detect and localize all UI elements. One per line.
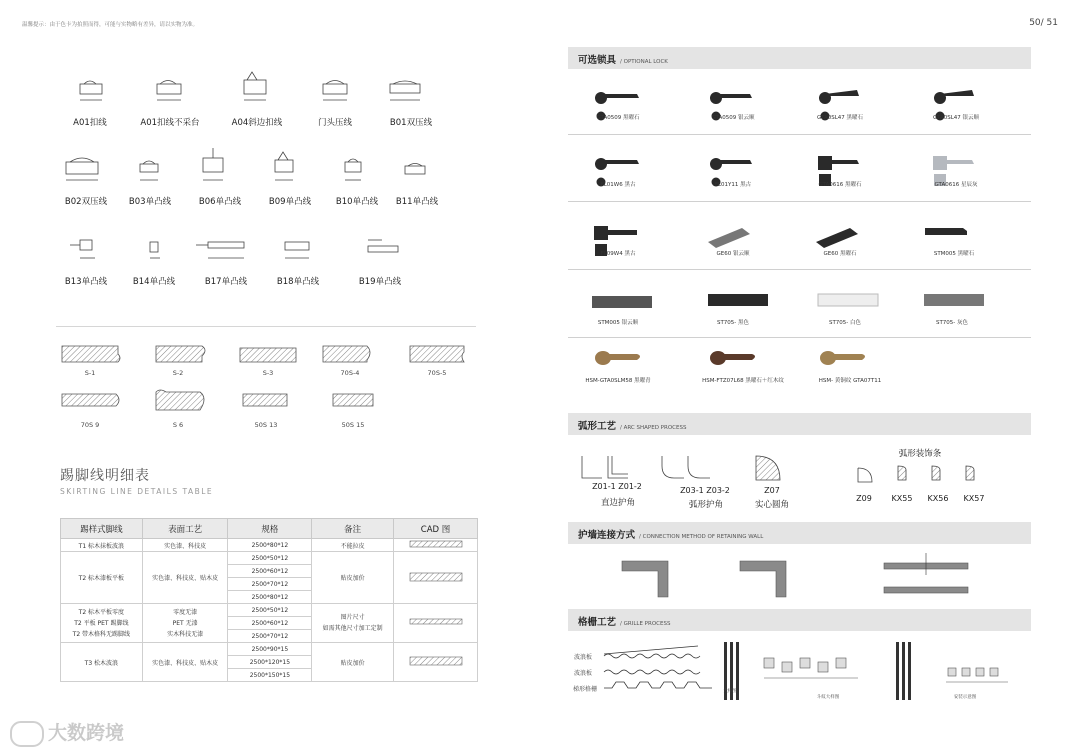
drawing-b18 bbox=[285, 242, 309, 258]
cell-style: T1 标木抹板波浪 bbox=[61, 539, 143, 552]
profile-label: 50S 13 bbox=[254, 421, 278, 429]
drawing-b06 bbox=[203, 148, 223, 180]
cell-note: 贴皮加价 bbox=[312, 643, 394, 682]
cell-spec: 2500*80*12 bbox=[228, 591, 312, 604]
grille-elevation-2 bbox=[896, 642, 911, 700]
grille-label: 波浪板 bbox=[573, 670, 592, 677]
cell-spec: 2500*70*12 bbox=[228, 630, 312, 643]
line-label: B03单凸线 bbox=[128, 197, 172, 207]
cad-profile bbox=[406, 572, 466, 582]
drawing-kx55 bbox=[898, 466, 906, 480]
lock-label: STM005 黑曜石 bbox=[933, 251, 975, 257]
cell-surface: 实色漆、科技皮、贴木皮 bbox=[142, 643, 228, 682]
divider bbox=[56, 326, 476, 327]
skirting-subtitle: SKIRTING LINE DETAILS TABLE bbox=[60, 487, 214, 496]
drawing-kx56 bbox=[932, 466, 940, 480]
grille-label: 梯形格栅 bbox=[572, 686, 597, 693]
lock-label: ST705- 黑色 bbox=[716, 320, 750, 326]
profile-50s15 bbox=[333, 394, 373, 406]
wall-drawings bbox=[568, 545, 1031, 603]
drawing-b10 bbox=[345, 159, 361, 180]
divider bbox=[568, 201, 1031, 202]
arc-code: Z07 bbox=[764, 486, 780, 495]
drawing-z09 bbox=[858, 468, 872, 482]
profile-label: 70S-5 bbox=[427, 369, 447, 377]
grille-label: 波浪板 bbox=[573, 654, 592, 661]
profile-s1 bbox=[62, 346, 120, 362]
line-label: B02双压线 bbox=[64, 197, 108, 207]
arc-caption: 直边护角 bbox=[600, 498, 635, 508]
profile-label: S-2 bbox=[172, 369, 184, 377]
profile-label: S 6 bbox=[172, 421, 184, 429]
lock-label: HSM-GTA0SLM58 黑曜青 bbox=[585, 378, 651, 384]
profile-label: 50S 15 bbox=[341, 421, 365, 429]
section-subtitle: / OPTIONAL LOCK bbox=[620, 59, 668, 65]
cell-style: T2 标木平板零度 T2 平板 PET 踢脚线 T2 带木格科无踢脚线 bbox=[61, 604, 143, 643]
drawing-z01 bbox=[582, 456, 628, 478]
header-note: 温馨提示：由于色卡为拍照而得，可能与实物略有差异，请以实物为准。 bbox=[22, 22, 199, 28]
cell-cad bbox=[394, 539, 478, 552]
profile-s2 bbox=[156, 346, 205, 362]
lock-label: HSM- 黄铜纹 GTA07T11 bbox=[818, 378, 882, 384]
lock-label: FL01Y11 黑古 bbox=[714, 182, 752, 188]
cad-profile bbox=[406, 618, 466, 626]
arc-code: KX57 bbox=[963, 494, 985, 503]
cell-cad bbox=[394, 552, 478, 604]
arc-code: KX55 bbox=[891, 494, 913, 503]
lock-label: FL09W4 黑古 bbox=[600, 251, 636, 257]
hinge bbox=[816, 228, 858, 248]
watermark-logo-icon bbox=[10, 721, 44, 747]
cell-spec: 2500*70*12 bbox=[228, 578, 312, 591]
table-header: 踢样式脚线 bbox=[61, 519, 143, 539]
line-label: B10单凸线 bbox=[335, 197, 379, 207]
arc-code: Z09 bbox=[856, 494, 872, 503]
arc-caption: 弧形护角 bbox=[688, 500, 723, 510]
grille-wave-2 bbox=[604, 670, 700, 674]
lock-label: HSM-FTZ07L68 黑曜石＋红木纹 bbox=[702, 378, 784, 384]
line-label: A01扣线不采台 bbox=[140, 118, 200, 128]
cell-style: T3 松木波浪 bbox=[61, 643, 143, 682]
profile-70s5 bbox=[410, 346, 464, 362]
section-subtitle: / ARC SHAPED PROCESS bbox=[620, 425, 687, 431]
watermark bbox=[10, 718, 124, 747]
drawing-a01b bbox=[157, 81, 181, 101]
lock-label: GE60 黑曜石 bbox=[823, 251, 857, 257]
line-label: 门头压线 bbox=[317, 118, 352, 128]
grille-drawing-caption: 斗纹大样图 bbox=[816, 695, 840, 700]
table-row bbox=[61, 604, 478, 617]
cell-surface: 实色漆、科技皮 bbox=[142, 539, 228, 552]
lock-handle bbox=[925, 228, 967, 235]
line-label: B19单凸线 bbox=[358, 277, 402, 287]
cell-cad bbox=[394, 643, 478, 682]
profile-label: 70S 9 bbox=[80, 421, 100, 429]
line-label: B18单凸线 bbox=[276, 277, 320, 287]
arc-caption: 实心圆角 bbox=[754, 500, 789, 510]
cell-surface: 实色漆、科技皮、贴木皮 bbox=[142, 552, 228, 604]
section-grille-header bbox=[568, 609, 1031, 631]
line-label: B17单凸线 bbox=[204, 277, 248, 287]
wall-corner-2 bbox=[740, 561, 786, 597]
cad-profile bbox=[406, 540, 466, 548]
profile-label: S-1 bbox=[84, 369, 96, 377]
arc-deco-title: 弧形装饰条 bbox=[898, 449, 942, 459]
lever-bar bbox=[592, 296, 652, 308]
drawing-a04 bbox=[244, 72, 266, 100]
section-title: 护墙连接方式 bbox=[578, 530, 636, 541]
section-wall-header bbox=[568, 522, 1031, 544]
lock-label: GTA0509 银云顺 bbox=[711, 115, 755, 121]
lock-label: GTA0SL47 银云顺 bbox=[932, 115, 980, 121]
watermark-text: 大数跨境 bbox=[48, 722, 125, 744]
drawing-door bbox=[323, 81, 347, 101]
profile-70s9 bbox=[62, 394, 119, 406]
cell-note: 不能拉皮 bbox=[312, 539, 394, 552]
wall-joint-2 bbox=[884, 587, 968, 593]
lock-label: GTA0616 星辰灰 bbox=[934, 182, 978, 188]
cell-spec: 2500*150*15 bbox=[228, 669, 312, 682]
divider bbox=[568, 337, 1031, 338]
lock-label: FL01W6 黑古 bbox=[600, 182, 636, 188]
cell-note: 图片尺寸 如需其他尺寸加工定制 bbox=[312, 604, 394, 643]
line-drawings bbox=[0, 60, 540, 310]
section-title: 弧形工艺 bbox=[578, 421, 617, 432]
drawing-b11 bbox=[405, 164, 425, 175]
hinge bbox=[708, 228, 750, 248]
table-row bbox=[61, 539, 478, 552]
drawing-b14 bbox=[150, 242, 160, 258]
cell-spec: 2500*90*15 bbox=[228, 643, 312, 656]
grille-install-2 bbox=[946, 668, 1008, 682]
table-header: 表面工艺 bbox=[142, 519, 228, 539]
profile-70s4 bbox=[323, 346, 370, 362]
lock-label: GTA0616 黑曜石 bbox=[818, 182, 862, 188]
section-arc-header bbox=[568, 413, 1031, 435]
cell-spec: 2500*120*15 bbox=[228, 656, 312, 669]
section-lock-header bbox=[568, 47, 1031, 69]
page-number: 50/ 51 bbox=[1029, 18, 1058, 28]
skirting-title: 踢脚线明细表 bbox=[60, 468, 150, 484]
lever-bar bbox=[924, 294, 984, 306]
grille-trapezoid bbox=[604, 682, 712, 688]
profile-s6 bbox=[156, 390, 204, 410]
cell-spec: 2500*60*12 bbox=[228, 617, 312, 630]
section-subtitle: / CONNECTION METHOD OF RETAINING WALL bbox=[639, 534, 764, 540]
drawing-b01 bbox=[390, 81, 420, 100]
grille-drawing-caption: 安装示意图 bbox=[953, 695, 977, 700]
section-title: 可选锁具 bbox=[578, 55, 617, 66]
lock-label: GE60 银云顺 bbox=[716, 251, 750, 257]
drawing-z07 bbox=[756, 456, 780, 480]
line-label: B01双压线 bbox=[389, 118, 433, 128]
cell-surface: 零度无漆 PET 无漆 实木科技无漆 bbox=[142, 604, 228, 643]
table-header: CAD 图 bbox=[394, 519, 478, 539]
line-label: A04斜边扣线 bbox=[231, 118, 283, 128]
line-label: B11单凸线 bbox=[395, 197, 439, 207]
drawing-a01 bbox=[80, 81, 102, 100]
drawing-b03 bbox=[140, 161, 158, 180]
cell-spec: 2500*50*12 bbox=[228, 552, 312, 565]
profile-s3 bbox=[240, 348, 296, 362]
profile-50s13 bbox=[243, 394, 287, 406]
arc-code: Z01-1 Z01-2 bbox=[592, 482, 642, 491]
wall-corner-1 bbox=[622, 561, 668, 597]
table-row bbox=[61, 552, 478, 565]
grille-drawing-caption: 大样图 bbox=[723, 689, 737, 694]
drawing-kx57 bbox=[966, 466, 974, 480]
table-row bbox=[61, 643, 478, 656]
line-label: B09单凸线 bbox=[268, 197, 312, 207]
section-subtitle: / GRILLE PROCESS bbox=[620, 621, 671, 627]
grille-install-1 bbox=[764, 658, 858, 678]
section-title: 格栅工艺 bbox=[578, 617, 617, 628]
drawing-b13 bbox=[70, 240, 95, 258]
lever-bar bbox=[818, 294, 878, 306]
table-header: 规格 bbox=[228, 519, 312, 539]
grille-drawings bbox=[568, 632, 1031, 712]
cell-note: 贴皮加价 bbox=[312, 552, 394, 604]
lock-label: STM005 银云顺 bbox=[597, 320, 639, 326]
lock-handle bbox=[595, 351, 640, 365]
divider bbox=[568, 134, 1031, 135]
line-label: B14单凸线 bbox=[132, 277, 176, 287]
grille-wave-1 bbox=[604, 654, 700, 658]
divider bbox=[568, 269, 1031, 270]
cell-spec: 2500*60*12 bbox=[228, 565, 312, 578]
skirting-table bbox=[60, 518, 478, 682]
drawing-b02 bbox=[66, 158, 98, 180]
line-label: A01扣线 bbox=[73, 118, 107, 128]
profile-drawings bbox=[0, 330, 540, 430]
cell-spec: 2500*50*12 bbox=[228, 604, 312, 617]
lock-label: ST705- 灰色 bbox=[935, 320, 969, 326]
arc-code: Z03-1 Z03-2 bbox=[680, 486, 730, 495]
lock-label: ST705- 白色 bbox=[828, 320, 862, 326]
arc-code: KX56 bbox=[927, 494, 949, 503]
cell-cad bbox=[394, 604, 478, 643]
lock-label: GTA0SL47 黑曜石 bbox=[816, 115, 864, 121]
drawing-b17 bbox=[196, 242, 244, 258]
line-label: B13单凸线 bbox=[64, 277, 108, 287]
cell-style: T2 标木漆板平板 bbox=[61, 552, 143, 604]
lock-handle bbox=[710, 351, 755, 365]
cell-spec: 2500*80*12 bbox=[228, 539, 312, 552]
lock-handle bbox=[820, 351, 865, 365]
lock-label: GTA0509 黑曜石 bbox=[596, 115, 640, 121]
cad-profile bbox=[406, 656, 466, 666]
line-label: B06单凸线 bbox=[198, 197, 242, 207]
drawing-b19 bbox=[368, 240, 398, 252]
table-header: 备注 bbox=[312, 519, 394, 539]
profile-label: S-3 bbox=[262, 369, 274, 377]
drawing-z03 bbox=[662, 456, 710, 478]
profile-label: 70S-4 bbox=[340, 369, 360, 377]
lever-bar bbox=[708, 294, 768, 306]
drawing-b09 bbox=[275, 152, 293, 180]
